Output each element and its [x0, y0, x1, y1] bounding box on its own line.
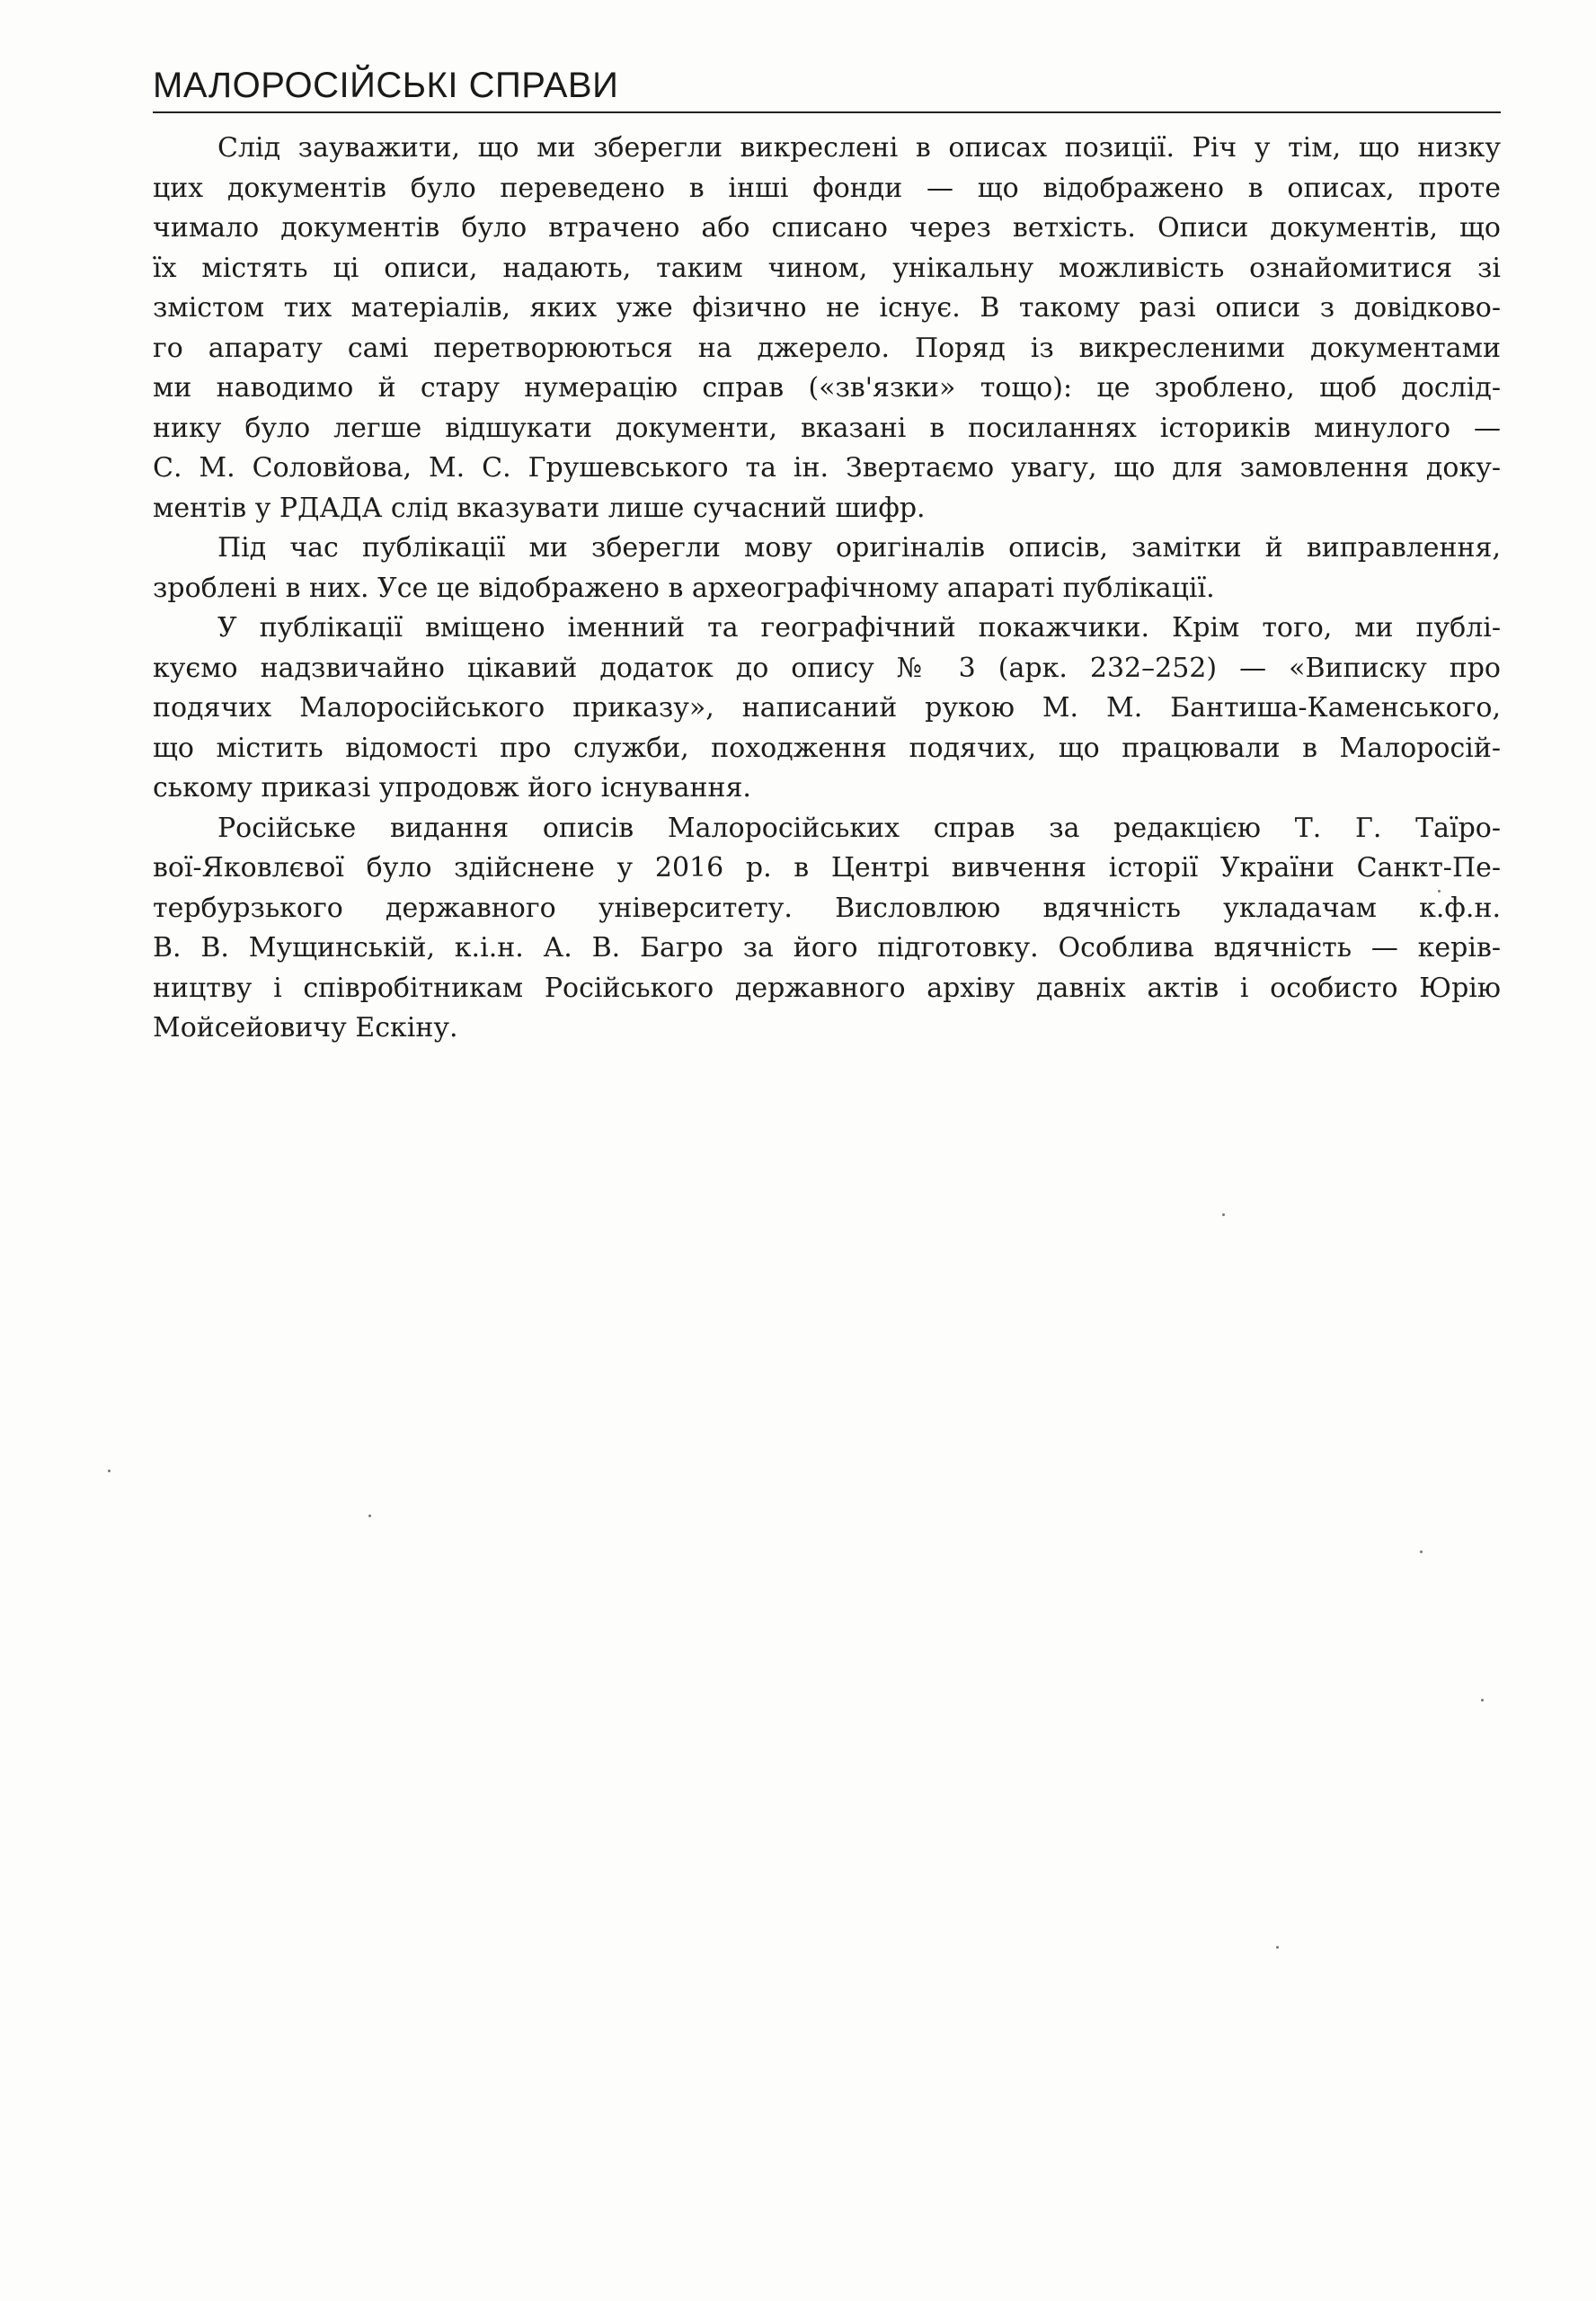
text-line: В. В. Мущинській, к.і.н. А. В. Багро за його підготовку. Особлива вдячність — керів- — [153, 932, 1501, 964]
body-text — [153, 129, 1501, 1049]
text-line: їх містять ці описи, надають, таким чином, унікальну можливість ознайомитися зі — [153, 252, 1501, 284]
scan-speck — [1438, 890, 1441, 893]
text-line: Слід зауважити, що ми зберегли викреслені в описах позиції. Річ у тім, що низку — [217, 132, 1501, 164]
text-line: нику було легше відшукати документи, вказані в посиланнях істориків минулого — — [153, 412, 1501, 444]
running-header-title: МАЛОРОСІЙСЬКІ СПРАВИ — [153, 66, 619, 105]
text-line: го апарату самі перетворюються на джерело. Поряд із викресленими документами — [153, 332, 1501, 364]
paragraph-3 — [153, 609, 1501, 809]
text-line: ментів у РДАДА слід вказувати лише сучасний шифр. — [153, 492, 926, 524]
text-line: ському приказі упродовж його існування. — [153, 772, 751, 804]
paragraph-4 — [153, 809, 1501, 1049]
text-line: чимало документів було втрачено або списано через ветхість. Описи документів, що — [153, 212, 1501, 244]
paragraph-2 — [153, 529, 1501, 609]
paragraph-1 — [153, 129, 1501, 529]
scan-speck — [1276, 1946, 1279, 1949]
text-line: вої-Яковлєвої було здійснене у 2016 р. в Центрі вивчення історії України Санкт-Пе- — [153, 852, 1501, 884]
text-line: ництву і співробітникам Російського державного архіву давніх актів і особисто Юрію — [153, 972, 1501, 1004]
text-line: Мойсейовичу Ескіну. — [153, 1012, 458, 1044]
text-line: зроблені в них. Усе це відображено в археографічному апараті публікації. — [153, 572, 1215, 604]
header-rule — [153, 111, 1501, 113]
text-line: цих документів було переведено в інші фонди — що відображено в описах, проте — [153, 172, 1501, 204]
scan-speck — [108, 1470, 111, 1472]
text-line: У публікації вміщено іменний та географічний покажчики. Крім того, ми публі- — [217, 612, 1501, 644]
text-line: С. М. Соловйова, М. С. Грушевського та ін. Звертаємо увагу, що для замовлення доку- — [153, 452, 1501, 484]
scan-speck — [1222, 1213, 1225, 1216]
scan-speck — [1420, 1550, 1423, 1553]
text-line: що містить відомості про служби, походження подячих, що працювали в Малоросій- — [153, 732, 1501, 764]
text-line: тербурзького державного університету. Висловлюю вдячність укладачам к.ф.н. — [153, 892, 1501, 924]
text-line: куємо надзвичайно цікавий додаток до опису № 3 (арк. 232–252) — «Виписку про — [153, 652, 1501, 684]
text-line: змістом тих матеріалів, яких уже фізично не існує. В такому разі описи з довідково- — [153, 292, 1501, 324]
text-line: Російське видання описів Малоросійських справ за редакцією Т. Г. Таїро- — [217, 812, 1501, 844]
text-line: подячих Малоросійського приказу», написаний рукою М. М. Бантиша-Каменського, — [153, 692, 1501, 724]
scan-speck — [368, 1515, 371, 1517]
scan-speck — [1481, 1699, 1484, 1701]
text-line: Під час публікації ми зберегли мову оригіналів описів, замітки й виправлення, — [217, 532, 1501, 564]
text-line: ми наводимо й стару нумерацію справ («зв'язки» тощо): це зроблено, щоб дослід- — [153, 372, 1501, 404]
